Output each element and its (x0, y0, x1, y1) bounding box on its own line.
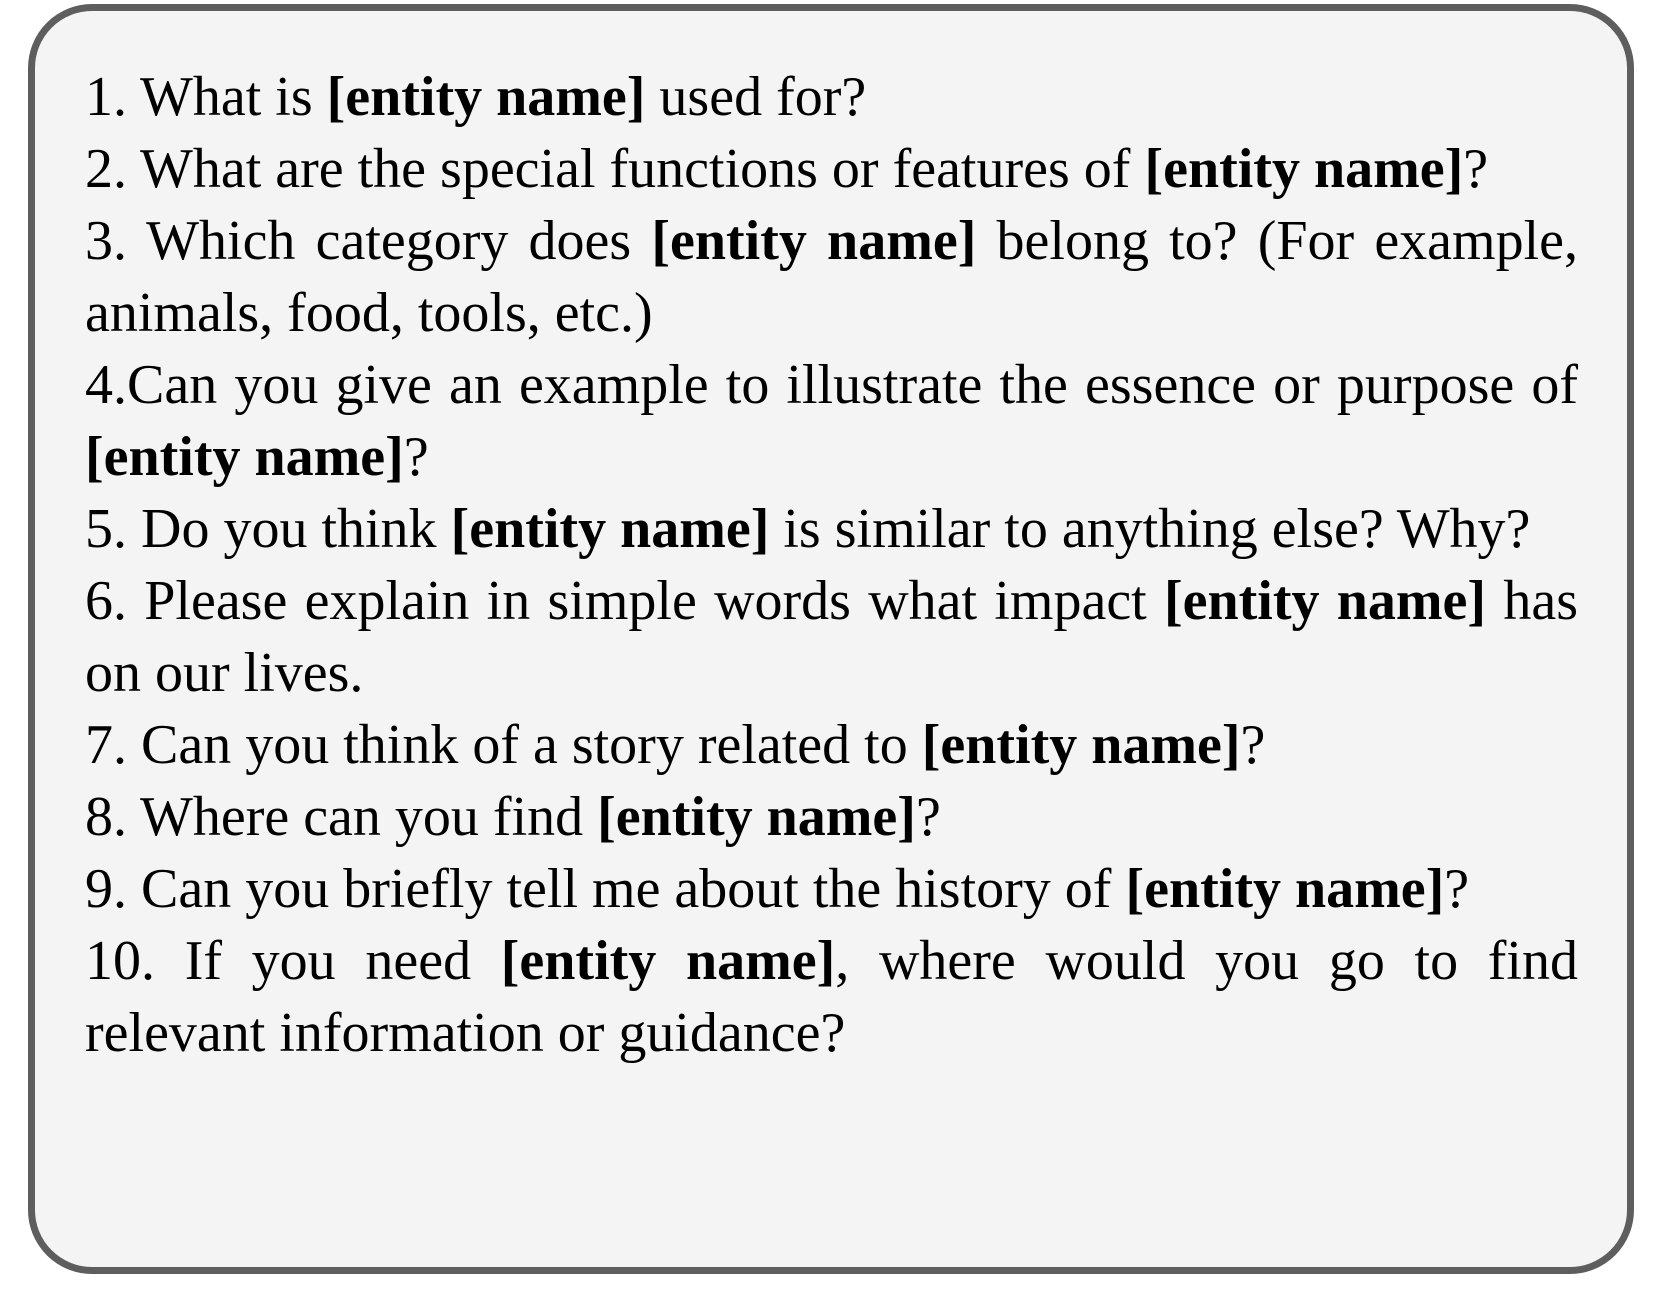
question-item (85, 61, 1578, 133)
entity-placeholder: [entity name] (450, 498, 770, 560)
question-text: ? (403, 426, 429, 488)
question-text: 3. Which category does (85, 210, 652, 272)
entity-placeholder: [entity name] (921, 714, 1241, 776)
entity-placeholder: [entity name] (85, 426, 404, 488)
question-card (28, 4, 1634, 1274)
question-text: 9. Can you briefly tell me about the history of (85, 858, 1126, 920)
entity-placeholder: [entity name] (1164, 570, 1487, 632)
question-text: ? (1463, 138, 1489, 200)
question-item (85, 205, 1578, 349)
question-text: ? (915, 786, 941, 848)
question-list (85, 61, 1578, 1069)
question-text: 4.Can you give an example to illustrate the essence or purpose of (85, 354, 1578, 416)
question-item (85, 781, 1578, 853)
question-text: 10. If you need (85, 930, 501, 992)
entity-placeholder: [entity name] (1125, 858, 1445, 920)
question-text: , where would you go to find relevant information or guidance? (85, 930, 1578, 1064)
entity-placeholder: [entity name] (597, 786, 916, 848)
question-item (85, 493, 1578, 565)
question-item (85, 925, 1578, 1069)
question-text: 8. Where can you find (85, 786, 598, 848)
question-text: belong to? (For example, animals, food, tools, etc.) (85, 210, 1578, 344)
question-text: ? (1240, 714, 1266, 776)
question-text: used for? (645, 66, 867, 128)
entity-placeholder: [entity name] (651, 210, 977, 272)
question-text: ? (1444, 858, 1470, 920)
question-text: 7. Can you think of a story related to (85, 714, 922, 776)
question-text: 6. Please explain in simple words what impact (85, 570, 1164, 632)
question-text: 1. What is (85, 66, 327, 128)
question-text: 5. Do you think (85, 498, 451, 560)
question-item (85, 133, 1578, 205)
question-text: has on our lives. (85, 570, 1578, 704)
entity-placeholder: [entity name] (500, 930, 836, 992)
question-item (85, 853, 1578, 925)
question-text: 2. What are the special functions or features of (85, 138, 1145, 200)
entity-placeholder: [entity name] (1144, 138, 1464, 200)
question-item (85, 709, 1578, 781)
question-item (85, 565, 1578, 709)
entity-placeholder: [entity name] (326, 66, 646, 128)
question-item (85, 349, 1578, 493)
question-text: is similar to anything else? Why? (769, 498, 1531, 560)
